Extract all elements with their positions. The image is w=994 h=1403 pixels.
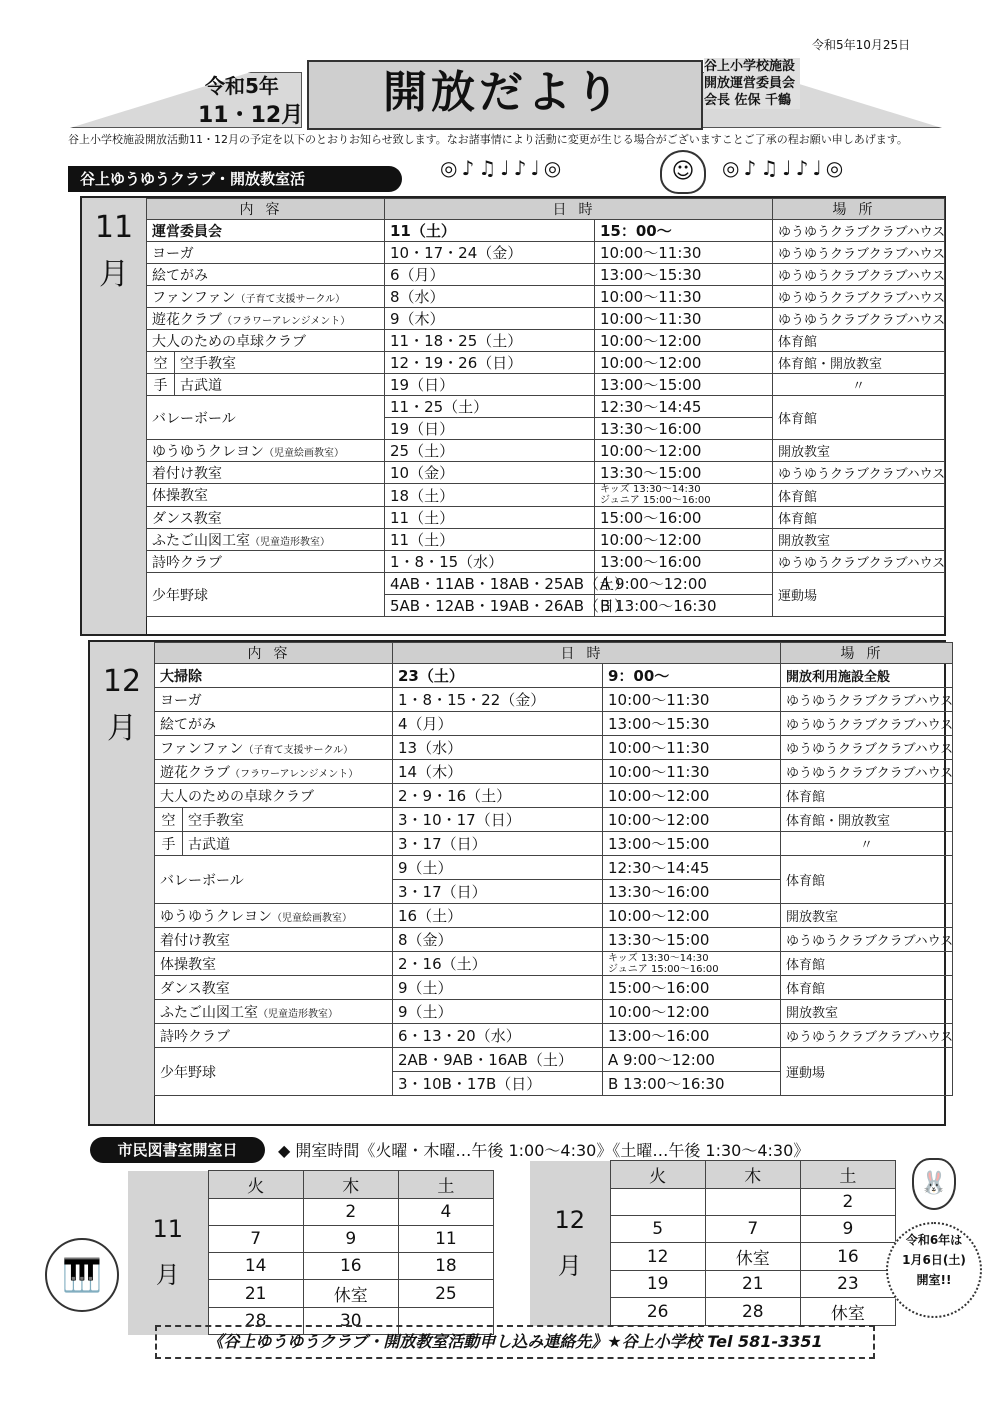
month-number: 12 bbox=[554, 1205, 586, 1234]
activity-time: 15：00～ bbox=[595, 220, 773, 242]
activity-date: 19（日） bbox=[385, 418, 595, 440]
calendar-day: 16 bbox=[800, 1243, 895, 1271]
issuer-line3: 会長 佐保 千鶴 bbox=[704, 93, 792, 108]
activity-note: （子育て支援サークル） bbox=[243, 744, 354, 756]
day-header: 土 bbox=[398, 1171, 493, 1199]
activity-name bbox=[147, 507, 385, 529]
header-row bbox=[155, 643, 953, 664]
activity-time: A 9:00～12:00 bbox=[603, 1048, 781, 1072]
header-content: 内容 bbox=[147, 199, 385, 220]
activity-date: 2・9・16（土） bbox=[393, 784, 603, 808]
december-table bbox=[154, 642, 953, 1096]
activity-label: 運営委員会 bbox=[152, 223, 222, 240]
activity-date: 11（土） bbox=[385, 220, 595, 242]
december-schedule bbox=[88, 640, 954, 1126]
activity-label: 詩吟クラブ bbox=[152, 554, 222, 571]
activity-date: 4AB・11AB・18AB・25AB（土） bbox=[385, 573, 595, 595]
table-row bbox=[155, 1024, 953, 1048]
activity-note: （児童造形教室） bbox=[250, 536, 330, 548]
activity-time: 13:30～15:00 bbox=[595, 462, 773, 484]
library-calendar-december bbox=[530, 1160, 896, 1326]
activity-time: 13:30～16:00 bbox=[595, 418, 773, 440]
table-row bbox=[147, 352, 945, 374]
section-banner: 谷上ゆうゆうクラブ・開放教室活 bbox=[68, 166, 402, 192]
header-datetime: 日時 bbox=[385, 199, 773, 220]
table-row bbox=[147, 573, 945, 595]
karate-side-label: 空 bbox=[155, 808, 183, 832]
activity-time: 13:00～15:00 bbox=[595, 374, 773, 396]
calendar-day: 18 bbox=[398, 1253, 493, 1280]
activity-label: 詩吟クラブ bbox=[160, 1028, 230, 1045]
music-notes-icon: ◎♪♫♩♪♩◎ bbox=[722, 156, 848, 180]
activity-place: ゆうゆうクラブクラブハウス bbox=[781, 928, 953, 952]
calendar-day: 12 bbox=[610, 1243, 705, 1271]
activity-label: ゆうゆうクレヨン bbox=[152, 443, 264, 460]
table-row bbox=[155, 736, 953, 760]
activity-name: 古武道 bbox=[183, 832, 393, 856]
activity-note: （児童絵画教室） bbox=[272, 912, 352, 924]
activity-label: 着付け教室 bbox=[160, 932, 230, 949]
table-row bbox=[147, 264, 945, 286]
activity-name bbox=[147, 264, 385, 286]
activity-label: 体操教室 bbox=[152, 488, 208, 504]
activity-label: 少年野球 bbox=[160, 1064, 216, 1081]
activity-date: 18（土） bbox=[385, 484, 595, 507]
activity-label: ふたご山図工室 bbox=[152, 532, 250, 549]
day-header: 土 bbox=[800, 1161, 895, 1189]
calendar-header-row bbox=[530, 1161, 896, 1189]
activity-name bbox=[155, 1024, 393, 1048]
activity-name bbox=[155, 760, 393, 784]
library-calendar-november bbox=[128, 1170, 494, 1335]
calendar-day: 26 bbox=[610, 1298, 705, 1326]
activity-name bbox=[147, 220, 385, 242]
calendar-day: 21 bbox=[208, 1280, 303, 1308]
table-row bbox=[147, 462, 945, 484]
table-row bbox=[155, 928, 953, 952]
issuer-line2: 開放運営委員会 bbox=[704, 76, 796, 91]
activity-place: ゆうゆうクラブクラブハウス bbox=[781, 736, 953, 760]
calendar-day: 9 bbox=[303, 1226, 398, 1253]
header-place: 場所 bbox=[773, 199, 945, 220]
activity-time: B 13:00～16:30 bbox=[595, 595, 773, 617]
activity-time: 9：00～ bbox=[603, 664, 781, 688]
activity-place: 開放教室 bbox=[781, 1000, 953, 1024]
activity-place: 体育館 bbox=[781, 952, 953, 976]
activity-name bbox=[147, 440, 385, 462]
time-kids: キッズ 13:30～14:30 bbox=[600, 484, 701, 495]
november-schedule bbox=[80, 196, 946, 636]
activity-label: バレーボール bbox=[160, 872, 244, 889]
activity-date: 10・17・24（金） bbox=[385, 242, 595, 264]
table-row bbox=[147, 286, 945, 308]
activity-time: 15:00～16:00 bbox=[595, 507, 773, 529]
activity-place: 開放教室 bbox=[773, 440, 945, 462]
calendar-month-label bbox=[128, 1171, 208, 1335]
activity-date: 23（土） bbox=[393, 664, 603, 688]
table-row bbox=[155, 976, 953, 1000]
calendar-day: 23 bbox=[800, 1271, 895, 1298]
activity-name bbox=[155, 712, 393, 736]
activity-place: 体育館 bbox=[773, 484, 945, 507]
activity-place: ゆうゆうクラブクラブハウス bbox=[773, 264, 945, 286]
activity-place: 体育館・開放教室 bbox=[773, 352, 945, 374]
activity-place: 体育館 bbox=[781, 784, 953, 808]
header-era: 令和5年 bbox=[205, 74, 279, 98]
activity-name bbox=[155, 1000, 393, 1024]
header-months: 11・12月 bbox=[198, 103, 304, 128]
activity-label: ファンファン bbox=[152, 289, 236, 306]
table-row bbox=[147, 220, 945, 242]
activity-date: 11・25（土） bbox=[385, 396, 595, 418]
activity-name bbox=[147, 551, 385, 573]
header-place: 場所 bbox=[781, 643, 953, 664]
table-row bbox=[155, 904, 953, 928]
library-hours: ◆ 開室時間《火曜・木曜…午後 1:00～4:30》《土曜…午後 1:30～4:30》 bbox=[278, 1141, 810, 1160]
activity-place: 体育館 bbox=[781, 856, 953, 904]
table-row bbox=[147, 440, 945, 462]
month-kanji: 月 bbox=[107, 711, 137, 746]
activity-time: A 9:00～12:00 bbox=[595, 573, 773, 595]
activity-name bbox=[147, 573, 385, 617]
activity-time: 10:00～12:00 bbox=[595, 529, 773, 551]
table-row bbox=[155, 784, 953, 808]
activity-label: 大人のための卓球クラブ bbox=[160, 788, 314, 805]
activity-name bbox=[147, 484, 385, 507]
activity-name bbox=[155, 784, 393, 808]
activity-label: バレーボール bbox=[152, 410, 236, 427]
activity-date: 4（月） bbox=[393, 712, 603, 736]
activity-name bbox=[155, 688, 393, 712]
table-row bbox=[147, 308, 945, 330]
activity-time bbox=[603, 952, 781, 976]
notice-text: 谷上小学校施設開放活動11・12月の予定を以下のとおりお知らせ致します。なお諸事情により活動に変更が生じる場合がございますことご了承の程お願い申しあげます。 bbox=[68, 133, 908, 146]
table-row bbox=[155, 664, 953, 688]
table-row bbox=[147, 374, 945, 396]
activity-date: 8（水） bbox=[385, 286, 595, 308]
activity-date: 14（木） bbox=[393, 760, 603, 784]
activity-label: ゆうゆうクレヨン bbox=[160, 908, 272, 925]
activity-name: 空手教室 bbox=[183, 808, 393, 832]
activity-name bbox=[147, 529, 385, 551]
bubble-line1: 令和6年は bbox=[905, 1233, 963, 1247]
activity-place: 運動場 bbox=[773, 573, 945, 617]
activity-name: 空手教室 bbox=[175, 352, 385, 374]
bubble-line2: 1月6日(土) bbox=[902, 1253, 966, 1267]
calendar-day: 16 bbox=[303, 1253, 398, 1280]
reopen-bubble bbox=[886, 1222, 982, 1318]
karate-side-label: 空 bbox=[147, 352, 175, 374]
calendar-day: 11 bbox=[398, 1226, 493, 1253]
calendar-day: 休室 bbox=[705, 1243, 800, 1271]
activity-time: B 13:00～16:30 bbox=[603, 1072, 781, 1096]
activity-name: 古武道 bbox=[175, 374, 385, 396]
activity-place: 体育館 bbox=[773, 396, 945, 440]
activity-time: 10:00～12:00 bbox=[595, 352, 773, 374]
activity-time: 10:00～11:30 bbox=[603, 688, 781, 712]
calendar-day: 30 bbox=[303, 1308, 398, 1335]
activity-note: （フラワーアレンジメント） bbox=[230, 768, 359, 780]
activity-date: 11・18・25（土） bbox=[385, 330, 595, 352]
activity-time: 12:30～14:45 bbox=[595, 396, 773, 418]
month-kanji: 月 bbox=[99, 257, 129, 292]
cat-icon: ☺ bbox=[660, 150, 706, 194]
activity-label: 遊花クラブ bbox=[152, 311, 222, 328]
calendar-day: 28 bbox=[208, 1308, 303, 1335]
activity-time: 10:00～11:30 bbox=[603, 736, 781, 760]
activity-name bbox=[155, 856, 393, 904]
activity-place: 開放利用施設全般 bbox=[781, 664, 953, 688]
calendar-day: 28 bbox=[705, 1298, 800, 1326]
activity-name bbox=[155, 1048, 393, 1096]
calendar-day: 2 bbox=[303, 1199, 398, 1226]
activity-date: 12・19・26（日） bbox=[385, 352, 595, 374]
calendar-day bbox=[610, 1189, 705, 1216]
activity-name bbox=[155, 736, 393, 760]
table-row bbox=[147, 529, 945, 551]
activity-time: 13:30～15:00 bbox=[603, 928, 781, 952]
karate-side-label: 手 bbox=[155, 832, 183, 856]
activity-date: 10（金） bbox=[385, 462, 595, 484]
activity-note: （子育て支援サークル） bbox=[235, 293, 346, 305]
contact-info: 《谷上ゆうゆうクラブ・開放教室活動申し込み連絡先》★谷上小学校 Tel 581-3351 bbox=[155, 1325, 875, 1359]
activity-time: 13:30～16:00 bbox=[603, 880, 781, 904]
table-row bbox=[155, 1048, 953, 1072]
activity-label: ヨーガ bbox=[152, 245, 194, 262]
activity-date: 8（金） bbox=[393, 928, 603, 952]
day-header: 火 bbox=[208, 1171, 303, 1199]
library-banner: 市民図書室開室日 bbox=[90, 1137, 265, 1163]
rabbit-icon: 🐰 bbox=[912, 1158, 956, 1210]
activity-date: 11（土） bbox=[385, 507, 595, 529]
activity-date: 9（土） bbox=[393, 856, 603, 880]
activity-label: ヨーガ bbox=[160, 692, 202, 709]
activity-date: 16（土） bbox=[393, 904, 603, 928]
november-label bbox=[82, 198, 147, 634]
activity-place: 〃 bbox=[781, 832, 953, 856]
activity-name bbox=[155, 928, 393, 952]
bear-piano-icon: 🎹 bbox=[45, 1238, 119, 1312]
activity-date: 1・8・15・22（金） bbox=[393, 688, 603, 712]
activity-place: ゆうゆうクラブクラブハウス bbox=[773, 242, 945, 264]
activity-place: ゆうゆうクラブクラブハウス bbox=[773, 286, 945, 308]
activity-date: 2AB・9AB・16AB（土） bbox=[393, 1048, 603, 1072]
activity-date: 9（木） bbox=[385, 308, 595, 330]
activity-label: 絵てがみ bbox=[160, 716, 216, 733]
music-notes-icon: ◎♪♫♩♪♩◎ bbox=[440, 156, 566, 180]
table-row bbox=[147, 242, 945, 264]
activity-place: ゆうゆうクラブクラブハウス bbox=[773, 220, 945, 242]
table-row bbox=[147, 396, 945, 418]
activity-label: 絵てがみ bbox=[152, 267, 208, 284]
activity-label: 少年野球 bbox=[152, 587, 208, 604]
calendar-day: 9 bbox=[800, 1216, 895, 1243]
activity-name bbox=[147, 396, 385, 440]
activity-label: ダンス教室 bbox=[152, 510, 222, 527]
activity-note: （児童造形教室） bbox=[258, 1008, 338, 1020]
calendar-day: 21 bbox=[705, 1271, 800, 1298]
calendar-day: 休室 bbox=[303, 1280, 398, 1308]
activity-label: 大掃除 bbox=[160, 668, 202, 685]
activity-date: 13（水） bbox=[393, 736, 603, 760]
month-number: 11 bbox=[94, 210, 134, 245]
header-content: 内容 bbox=[155, 643, 393, 664]
activity-place: 体育館・開放教室 bbox=[781, 808, 953, 832]
activity-name bbox=[155, 952, 393, 976]
bubble-line3: 開室!! bbox=[916, 1273, 952, 1287]
calendar-day: 7 bbox=[208, 1226, 303, 1253]
month-number: 12 bbox=[102, 664, 142, 699]
calendar-month-label bbox=[530, 1161, 610, 1326]
calendar-day: 14 bbox=[208, 1253, 303, 1280]
activity-label: 着付け教室 bbox=[152, 465, 222, 482]
day-header: 木 bbox=[303, 1171, 398, 1199]
month-kanji: 月 bbox=[155, 1261, 180, 1289]
activity-place: ゆうゆうクラブクラブハウス bbox=[773, 308, 945, 330]
calendar-day: 2 bbox=[800, 1189, 895, 1216]
day-header: 火 bbox=[610, 1161, 705, 1189]
calendar-day: 19 bbox=[610, 1271, 705, 1298]
table-row bbox=[155, 1000, 953, 1024]
activity-date: 3・17（日） bbox=[393, 832, 603, 856]
activity-note: （児童絵画教室） bbox=[264, 447, 344, 459]
table-row bbox=[155, 952, 953, 976]
table-row bbox=[147, 507, 945, 529]
issuer bbox=[704, 58, 800, 109]
activity-label: ファンファン bbox=[160, 740, 244, 757]
issuer-line1: 谷上小学校施設 bbox=[704, 59, 796, 74]
activity-name bbox=[155, 904, 393, 928]
activity-label: ダンス教室 bbox=[160, 980, 230, 997]
activity-name bbox=[147, 308, 385, 330]
activity-label: ふたご山図工室 bbox=[160, 1004, 258, 1021]
activity-time: 13:00～16:00 bbox=[603, 1024, 781, 1048]
activity-name bbox=[147, 286, 385, 308]
activity-time: 10:00～12:00 bbox=[603, 1000, 781, 1024]
activity-place: ゆうゆうクラブクラブハウス bbox=[781, 712, 953, 736]
calendar-day bbox=[208, 1199, 303, 1226]
table-row bbox=[155, 808, 953, 832]
activity-date: 11（土） bbox=[385, 529, 595, 551]
activity-place: ゆうゆうクラブクラブハウス bbox=[781, 760, 953, 784]
time-junior: ジュニア 15:00～16:00 bbox=[608, 963, 719, 975]
activity-time: 13:00～15:00 bbox=[603, 832, 781, 856]
activity-place: ゆうゆうクラブクラブハウス bbox=[773, 462, 945, 484]
activity-place: ゆうゆうクラブクラブハウス bbox=[781, 1024, 953, 1048]
day-header: 木 bbox=[705, 1161, 800, 1189]
table-row bbox=[155, 832, 953, 856]
karate-side-label: 手 bbox=[147, 374, 175, 396]
activity-date: 25（土） bbox=[385, 440, 595, 462]
activity-time bbox=[595, 484, 773, 507]
activity-time: 15:00～16:00 bbox=[603, 976, 781, 1000]
activity-name bbox=[147, 242, 385, 264]
activity-time: 13:00～16:00 bbox=[595, 551, 773, 573]
activity-label: 体操教室 bbox=[160, 956, 216, 973]
table-row bbox=[155, 712, 953, 736]
activity-name bbox=[147, 462, 385, 484]
calendar-day: 4 bbox=[398, 1199, 493, 1226]
header-row bbox=[147, 199, 945, 220]
calendar-day: 5 bbox=[610, 1216, 705, 1243]
activity-name bbox=[147, 330, 385, 352]
activity-date: 2・16（土） bbox=[393, 952, 603, 976]
calendar-header-row bbox=[128, 1171, 494, 1199]
activity-label: 遊花クラブ bbox=[160, 764, 230, 781]
header-datetime: 日時 bbox=[393, 643, 781, 664]
activity-date: 19（日） bbox=[385, 374, 595, 396]
table-row bbox=[147, 484, 945, 507]
activity-place: 開放教室 bbox=[773, 529, 945, 551]
activity-date: 3・17（日） bbox=[393, 880, 603, 904]
activity-time: 10:00～12:00 bbox=[603, 904, 781, 928]
activity-time: 10:00～12:00 bbox=[595, 330, 773, 352]
activity-place: 開放教室 bbox=[781, 904, 953, 928]
activity-date: 9（土） bbox=[393, 1000, 603, 1024]
month-kanji: 月 bbox=[557, 1251, 582, 1280]
table-row bbox=[147, 330, 945, 352]
activity-place: ゆうゆうクラブクラブハウス bbox=[773, 551, 945, 573]
activity-time: 10:00～11:30 bbox=[603, 760, 781, 784]
activity-date: 6（月） bbox=[385, 264, 595, 286]
activity-time: 10:00～11:30 bbox=[595, 286, 773, 308]
activity-date: 5AB・12AB・19AB・26AB（日） bbox=[385, 595, 595, 617]
activity-time: 10:00～12:00 bbox=[595, 440, 773, 462]
month-number: 11 bbox=[152, 1215, 184, 1243]
table-row bbox=[155, 856, 953, 880]
activity-label: 大人のための卓球クラブ bbox=[152, 333, 306, 350]
table-row bbox=[155, 760, 953, 784]
page-title: 開放だより bbox=[383, 67, 623, 118]
activity-time: 13:00～15:30 bbox=[603, 712, 781, 736]
activity-time: 10:00～12:00 bbox=[603, 784, 781, 808]
activity-date: 3・10B・17B（日） bbox=[393, 1072, 603, 1096]
table-row bbox=[147, 551, 945, 573]
activity-place: 〃 bbox=[773, 374, 945, 396]
activity-date: 1・8・15（水） bbox=[385, 551, 595, 573]
activity-time: 10:00～12:00 bbox=[603, 808, 781, 832]
activity-date: 6・13・20（水） bbox=[393, 1024, 603, 1048]
calendar-day: 7 bbox=[705, 1216, 800, 1243]
activity-date: 3・10・17（日） bbox=[393, 808, 603, 832]
activity-place: ゆうゆうクラブクラブハウス bbox=[781, 688, 953, 712]
activity-name bbox=[155, 976, 393, 1000]
activity-name bbox=[155, 664, 393, 688]
time-junior: ジュニア 15:00～16:00 bbox=[600, 495, 711, 506]
activity-time: 10:00～11:30 bbox=[595, 242, 773, 264]
time-kids: キッズ 13:30～14:30 bbox=[608, 952, 709, 964]
calendar-day bbox=[705, 1189, 800, 1216]
issue-date: 令和5年10月25日 bbox=[812, 38, 911, 52]
november-table bbox=[146, 198, 945, 617]
activity-time: 12:30～14:45 bbox=[603, 856, 781, 880]
activity-note: （フラワーアレンジメント） bbox=[222, 315, 351, 327]
december-label bbox=[90, 642, 155, 1124]
activity-place: 体育館 bbox=[773, 330, 945, 352]
activity-place: 体育館 bbox=[773, 507, 945, 529]
calendar-day: 休室 bbox=[800, 1298, 895, 1326]
calendar-day: 25 bbox=[398, 1280, 493, 1308]
activity-date: 9（土） bbox=[393, 976, 603, 1000]
table-row bbox=[155, 688, 953, 712]
activity-place: 運動場 bbox=[781, 1048, 953, 1096]
activity-time: 10:00～11:30 bbox=[595, 308, 773, 330]
activity-time: 13:00～15:30 bbox=[595, 264, 773, 286]
activity-place: 体育館 bbox=[781, 976, 953, 1000]
